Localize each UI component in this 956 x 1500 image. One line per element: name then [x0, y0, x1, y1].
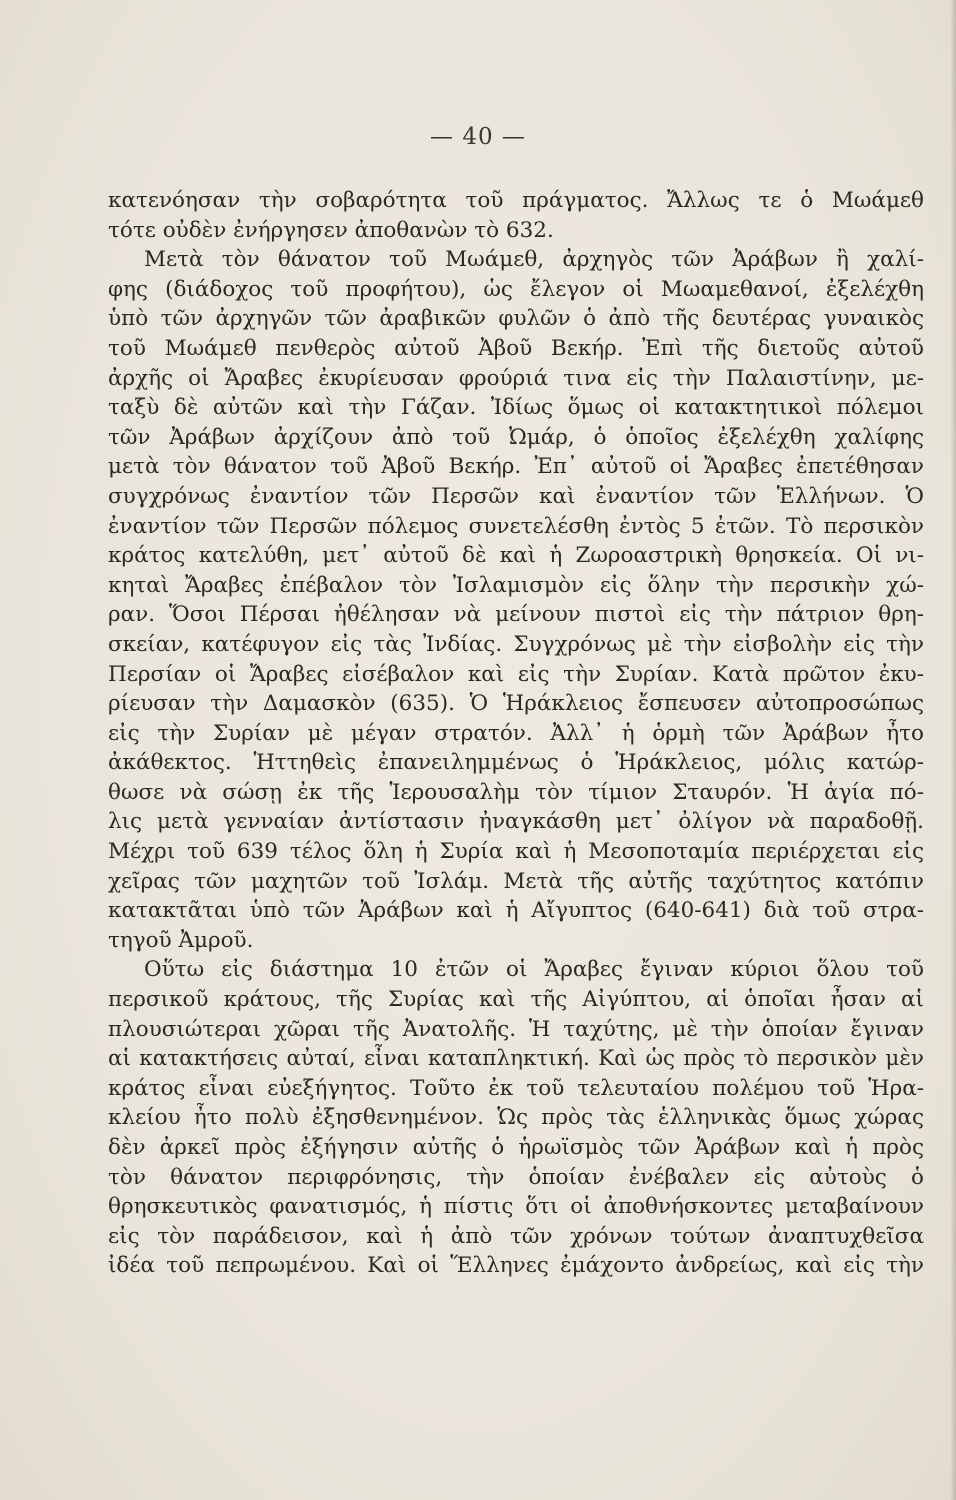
page-number: — 40 — [430, 124, 526, 150]
text-line: ἐναντίον τῶν Περσῶν πόλεμος συνετελέσθη ἐντὸς 5 ἐτῶν. Τὸ περσικὸν [108, 513, 924, 539]
text-line: φης (διάδοχος τοῦ προφήτου), ὡς ἔλεγον οἱ Μωαμεθανοί, ἐξελέχθη [108, 276, 924, 302]
text-line: τηγοῦ Ἀμροῦ. [108, 927, 254, 953]
text-line: θωσε νὰ σώσῃ ἐκ τῆς Ἱερουσαλὴμ τὸν τίμιον Σταυρόν. Ἡ ἁγία πό- [108, 779, 924, 805]
text-line: ἀρχῆς οἱ Ἄραβες ἐκυρίευσαν φρούριά τινα εἰς τὴν Παλαιστίνην, με- [108, 365, 924, 391]
text-line: Περσίαν οἱ Ἄραβες εἰσέβαλον καὶ εἰς τὴν Συρίαν. Κατὰ πρῶτον ἐκυ- [108, 661, 924, 687]
text-line: ἀκάθεκτος. Ἡττηθεὶς ἐπανειλημμένως ὁ Ἡράκλειος, μόλις κατώρ- [108, 750, 924, 776]
text-line: ἰδέα τοῦ πεπρωμένου. Καὶ οἱ Ἕλληνες ἐμάχοντο ἀνδρείως, καὶ εἰς τὴν [108, 1253, 924, 1279]
text-line: εἰς τὴν Συρίαν μὲ μέγαν στρατόν. Ἀλλ᾽ ἡ ὁρμὴ τῶν Ἀράβων ἦτο [108, 720, 924, 746]
text-line: θρησκευτικὸς φανατισμός, ἡ πίστις ὅτι οἱ ἀποθνήσκοντες μεταβαίνουν [108, 1194, 924, 1220]
text-line: σκείαν, κατέφυγον εἰς τὰς Ἰνδίας. Συγχρόνως μὲ τὴν εἰσβολὴν εἰς τὴν [108, 631, 924, 657]
text-line: Μετὰ τὸν θάνατον τοῦ Μωάμεθ, ἀρχηγὸς τῶν Ἀράβων ἢ χαλί- [144, 247, 924, 273]
text-line: μετὰ τὸν θάνατον τοῦ Ἀβοῦ Βεκήρ. Ἐπ᾽ αὐτοῦ οἱ Ἄραβες ἐπετέθησαν [108, 454, 924, 480]
text-line: χεῖρας τῶν μαχητῶν τοῦ Ἰσλάμ. Μετὰ τῆς αὐτῆς ταχύτητος κατόπιν [108, 868, 924, 894]
text-line: εἰς τὸν παράδεισον, καὶ ἡ ἀπὸ τῶν χρόνων τούτων ἀναπτυχθεῖσα [108, 1223, 924, 1249]
text-line: κλείου ἦτο πολὺ ἐξησθενημένον. Ὡς πρὸς τὰς ἑλληνικὰς ὅμως χώρας [108, 1105, 924, 1131]
text-line: δὲν ἀρκεῖ πρὸς ἐξήγησιν αὐτῆς ὁ ἡρωϊσμὸς τῶν Ἀράβων καὶ ἡ πρὸς [108, 1135, 924, 1160]
text-line: κηταὶ Ἄραβες ἐπέβαλον τὸν Ἰσλαμισμὸν εἰς ὅλην τὴν περσικὴν χώ- [108, 572, 924, 598]
text-line: Οὕτω εἰς διάστημα 10 ἐτῶν οἱ Ἄραβες ἔγιναν κύριοι ὅλου τοῦ [144, 957, 924, 983]
text-line: τοῦ Μωάμεθ πενθερὸς αὐτοῦ Ἀβοῦ Βεκήρ. Ἐπὶ τῆς διετοῦς αὐτοῦ [108, 335, 924, 361]
text-line: ταξὺ δὲ αὐτῶν καὶ τὴν Γάζαν. Ἰδίως ὅμως οἱ κατακτητικοὶ πόλεμοι [108, 395, 924, 421]
text-line: κράτος κατελύθη, μετ᾽ αὐτοῦ δὲ καὶ ἡ Ζωροαστρικὴ θρησκεία. Οἱ νι- [108, 543, 924, 569]
text-line: κατακτᾶται ὑπὸ τῶν Ἀράβων καὶ ἡ Αἴγυπτος (640-641) διὰ τοῦ στρα- [108, 898, 924, 924]
text-line: κράτος εἶναι εὐεξήγητος. Τοῦτο ἐκ τοῦ τελευταίου πολέμου τοῦ Ἡρα- [108, 1075, 924, 1101]
text-line: κατενόησαν τὴν σοβαρότητα τοῦ πράγματος. Ἄλλως τε ὁ Μωάμεθ [108, 188, 924, 213]
text-line: Μέχρι τοῦ 639 τέλος ὅλη ἡ Συρία καὶ ἡ Μεσοποταμία περιέρχεται εἰς [108, 839, 924, 865]
text-line: τὸν θάνατον περιφρόνησις, τὴν ὁποίαν ἐνέβαλεν εἰς αὐτοὺς ὁ [108, 1164, 924, 1190]
text-line: τῶν Ἀράβων ἀρχίζουν ἀπὸ τοῦ Ὠμάρ, ὁ ὁποῖος ἐξελέχθη χαλίφης [108, 424, 924, 450]
text-line: λις μετὰ γενναίαν ἀντίστασιν ἠναγκάσθη μετ᾽ ὀλίγον νὰ παραδοθῇ. [108, 809, 924, 835]
page-edge-shadow [950, 0, 956, 1500]
text-line: συγχρόνως ἐναντίον τῶν Περσῶν καὶ ἐναντίον τῶν Ἑλλήνων. Ὁ [108, 483, 924, 509]
text-line: ραν. Ὅσοι Πέρσαι ἠθέλησαν νὰ μείνουν πιστοὶ εἰς τὴν πάτριον θρη- [108, 602, 924, 628]
text-line: ρίευσαν τὴν Δαμασκὸν (635). Ὁ Ἡράκλειος ἔσπευσεν αὐτοπροσώπως [108, 691, 924, 717]
text-line: ὑπὸ τῶν ἀρχηγῶν τῶν ἀραβικῶν φυλῶν ὁ ἀπὸ τῆς δευτέρας γυναικὸς [108, 306, 924, 332]
text-line: αἱ κατακτήσεις αὐταί, εἶναι καταπληκτική. Καὶ ὡς πρὸς τὸ περσικὸν μὲν [108, 1046, 924, 1072]
body-text [108, 186, 924, 1281]
text-line: πλουσιώτεραι χῶραι τῆς Ἀνατολῆς. Ἡ ταχύτης, μὲ τὴν ὁποίαν ἔγιναν [108, 1016, 924, 1042]
text-line: τότε οὐδὲν ἐνήργησεν ἀποθανὼν τὸ 632. [108, 217, 554, 243]
text-line: περσικοῦ κράτους, τῆς Συρίας καὶ τῆς Αἰγύπτου, αἱ ὁποῖαι ἦσαν αἱ [108, 987, 924, 1013]
